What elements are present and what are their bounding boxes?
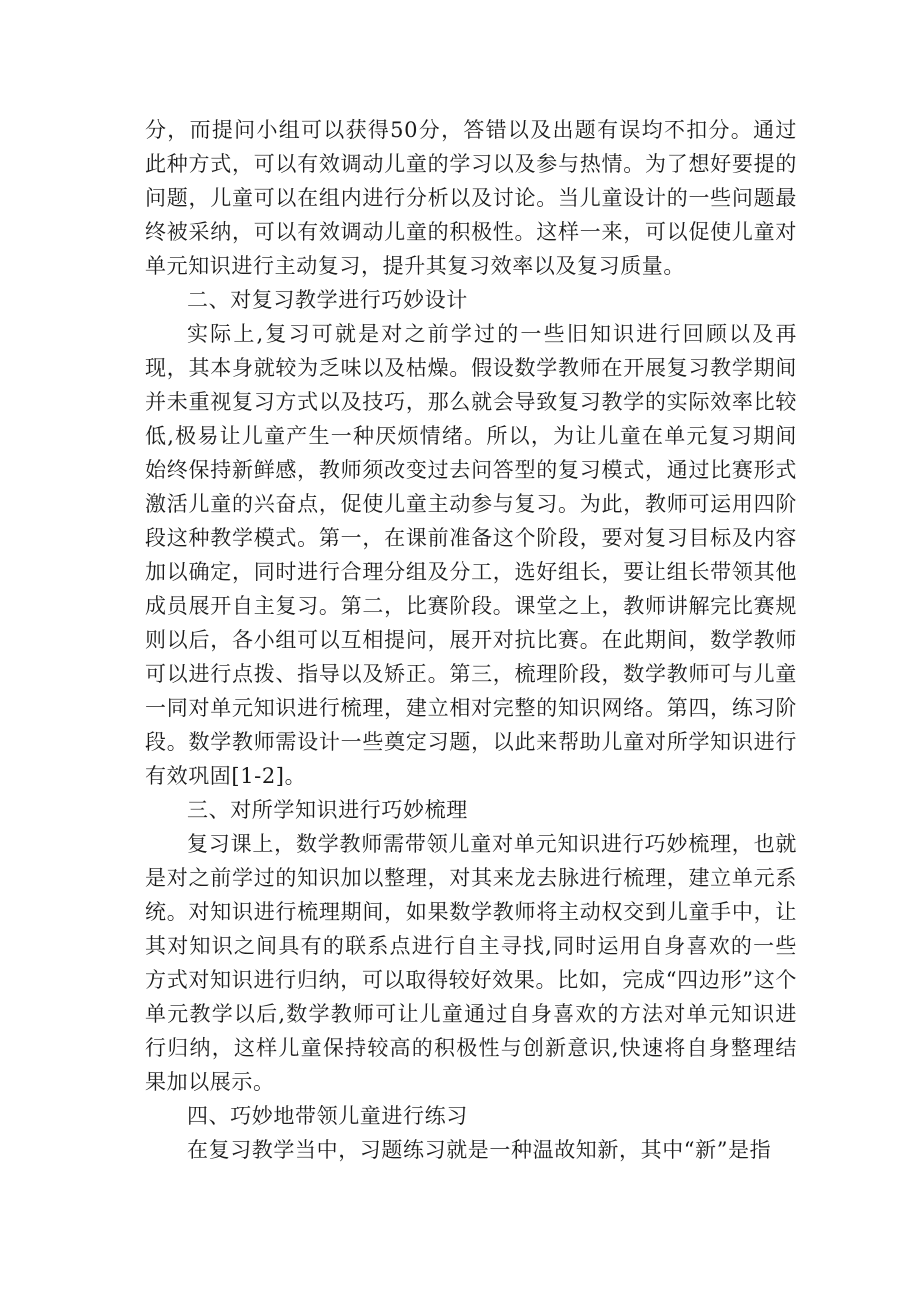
paragraph-continuation: 分，而提问小组可以获得50分，答错以及出题有误均不扣分。通过此种方式，可以有效调动儿童的学习以及参与热情。为了想好要提的问题，儿童可以在组内进行分析以及讨论。当儿童设计的一些问题最终被采纳，可以有效调动儿童的积极性。这样一来，可以促使儿童对单元知识进行主动复习，提升其复习效率以及复习质量。 (145, 118, 797, 278)
section-heading-4: 四、巧妙地带领儿童进行练习 (187, 1104, 468, 1128)
paragraph-review-design: 实际上,复习可就是对之前学过的一些旧知识进行回顾以及再现，其本身就较为乏味以及枯燥。假设数学教师在开展复习教学期间并未重视复习方式以及技巧，那么就会导致复习教学的实际效率比较低,极易让儿童产生一种厌烦情绪。所以，为让儿童在单元复习期间始终保持新鲜感，教师须改变过去问答型的复习模式，通过比赛形式激活儿童的兴奋点，促使儿童主动参与复习。为此，教师可运用四阶段这种教学模式。第一，在课前准备这个阶段，要对复习目标及内容加以确定，同时进行合理分组及分工，选好组长，要让组长带领其他成员展开自主复习。第二，比赛阶段。课堂之上，教师讲解完比赛规则以后，各小组可以互相提问，展开对抗比赛。在此期间，数学教师可以进行点拨、指导以及矫正。第三，梳理阶段，数学教师可与儿童一同对单元知识进行梳理，建立相对完整的知识网络。第四，练习阶段。数学教师需设计一些奠定习题，以此来帮助儿童对所学知识进行有效巩固[1-2]。 (145, 322, 797, 788)
document-body (145, 113, 797, 1167)
section-heading-3: 三、对所学知识进行巧妙梳理 (187, 798, 468, 822)
section-heading-2: 二、对复习教学进行巧妙设计 (187, 288, 468, 312)
paragraph-practice: 在复习教学当中，习题练习就是一种温故知新，其中“新”是指 (187, 1138, 772, 1162)
paragraph-knowledge-sorting: 复习课上，数学教师需带领儿童对单元知识进行巧妙梳理，也就是对之前学过的知识加以整理，对其来龙去脉进行梳理，建立单元系统。对知识进行梳理期间，如果数学教师将主动权交到儿童手中，让其对知识之间具有的联系点进行自主寻找,同时运用自身喜欢的一些方式对知识进行归纳，可以取得较好效果。比如，完成“四边形”这个单元教学以后,数学教师可让儿童通过自身喜欢的方法对单元知识进行归纳，这样儿童保持较高的积极性与创新意识,快速将自身整理结果加以展示。 (145, 832, 797, 1094)
